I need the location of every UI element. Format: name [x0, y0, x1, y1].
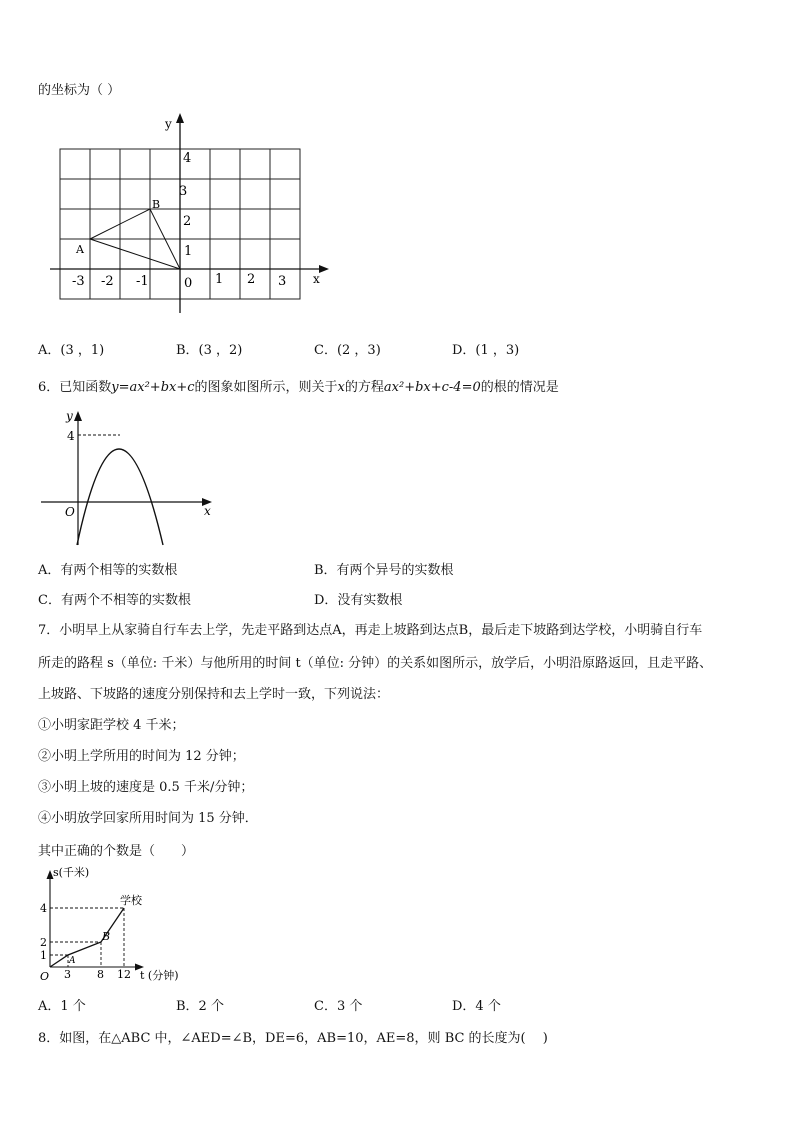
q5-y-axis-arrow: [176, 113, 184, 123]
q6-function: y=ax²+bx+c: [111, 380, 195, 395]
q6-parabola-figure: [38, 405, 228, 550]
q7-line: 所走的路程 s（单位: 千米）与他所用的时间 t（单位: 分钟）的关系如图所示，放学后，小明沿原路返回，且走平路、: [38, 656, 713, 671]
q5-option-a[interactable]: A．(3 ，1): [38, 343, 105, 358]
q6-number: 6．已知函数: [38, 380, 112, 395]
q5-x-tick: 2: [247, 272, 256, 287]
q7-origin-label: O: [40, 970, 50, 983]
q5-point-a: A: [76, 243, 84, 256]
q7-line: 上坡路、下坡路的速度分别保持和去上学时一致，下列说法：: [38, 687, 390, 702]
q6-option-d[interactable]: D．没有实数根: [314, 593, 403, 608]
q7-point-a: A: [69, 956, 76, 966]
q7-x-tick: 12: [117, 968, 131, 981]
q5-y-label: y: [165, 117, 172, 131]
q6-stem-tail: 的根的情况是: [480, 380, 559, 395]
q7-option-c[interactable]: C．3 个: [314, 999, 363, 1014]
q5-option-b[interactable]: B．(3 ，2): [176, 343, 243, 358]
q7-y-label: s(千米): [53, 866, 90, 879]
q7-x-tick: 3: [64, 968, 71, 981]
q6-stem: [38, 379, 559, 397]
q5-stem-tail: 的坐标为（ ）: [38, 83, 121, 98]
q7-y-tick: 2: [40, 936, 47, 949]
q7-option-a[interactable]: A．1 个: [38, 999, 86, 1014]
q7-statement-4: ④小明放学回家所用时间为 15 分钟．: [38, 811, 258, 826]
q6-stem-mid: 的图象如图所示，则关于: [194, 380, 338, 395]
q6-max-label: 4: [67, 429, 75, 443]
q7-y-tick: 1: [40, 949, 47, 962]
q6-y-label: y: [66, 409, 73, 423]
q7-x-tick: 8: [97, 968, 104, 981]
q5-origin-label: 0: [184, 276, 193, 291]
q5-y-tick: 4: [183, 151, 192, 166]
q6-parabola-curve: [77, 449, 163, 545]
q7-option-d[interactable]: D．4 个: [452, 999, 501, 1014]
q7-school-label: 学校: [120, 894, 142, 907]
q5-option-c[interactable]: C．(2 ，3): [314, 343, 381, 358]
q6-stem-mid2: 的方程: [344, 380, 384, 395]
q7-guide-dashes: [50, 908, 124, 967]
q7-question: 其中正确的个数是（ ）: [38, 844, 195, 859]
q6-variable: x: [337, 380, 345, 395]
q6-option-a[interactable]: A．有两个相等的实数根: [38, 563, 178, 578]
q7-x-label: t (分钟): [140, 969, 179, 982]
q7-point-b: B: [102, 930, 111, 943]
q5-x-tick: -2: [101, 274, 114, 289]
q7-line: 7．小明早上从家骑自行车去上学，先走平路到达点A，再走上坡路到达点B，最后走下坡路到达学校，小明骑自行车: [38, 623, 703, 638]
q6-x-label: x: [204, 504, 211, 518]
q5-y-tick: 3: [179, 184, 188, 199]
q5-y-tick: 1: [184, 244, 193, 259]
q7-option-b[interactable]: B．2 个: [176, 999, 224, 1014]
q5-y-tick: 2: [183, 214, 192, 229]
q5-x-tick: 1: [215, 272, 224, 287]
q7-distance-time-figure: [38, 866, 198, 986]
q7-statement-1: ①小明家距学校 4 千米；: [38, 718, 185, 733]
q5-x-axis-arrow: [319, 265, 329, 273]
q7-y-tick: 4: [40, 902, 47, 915]
q6-origin-label: O: [65, 505, 75, 519]
q6-equation: ax²+bx+c-4=0: [383, 380, 481, 395]
q6-y-axis-arrow: [74, 411, 82, 421]
q8-stem: 8．如图，在△ABC 中，∠AED=∠B，DE=6，AB=10，AE=8，则 BC 的长度为( ): [38, 1031, 548, 1046]
q5-coordinate-figure: [45, 113, 345, 318]
q5-x-tick: 3: [278, 274, 287, 289]
q5-point-b: B: [152, 198, 161, 211]
q7-route-line: [50, 908, 124, 967]
q6-option-b[interactable]: B．有两个异号的实数根: [314, 563, 454, 578]
q6-option-c[interactable]: C．有两个不相等的实数根: [38, 593, 191, 608]
q5-x-tick: -3: [72, 274, 85, 289]
q7-statement-3: ③小明上坡的速度是 0.5 千米/分钟；: [38, 780, 254, 795]
q5-x-tick: -1: [136, 274, 149, 289]
q7-statement-2: ②小明上学所用的时间为 12 分钟；: [38, 749, 245, 764]
q5-option-d[interactable]: D．(1 ，3): [452, 343, 520, 358]
q5-x-label: x: [313, 272, 320, 286]
